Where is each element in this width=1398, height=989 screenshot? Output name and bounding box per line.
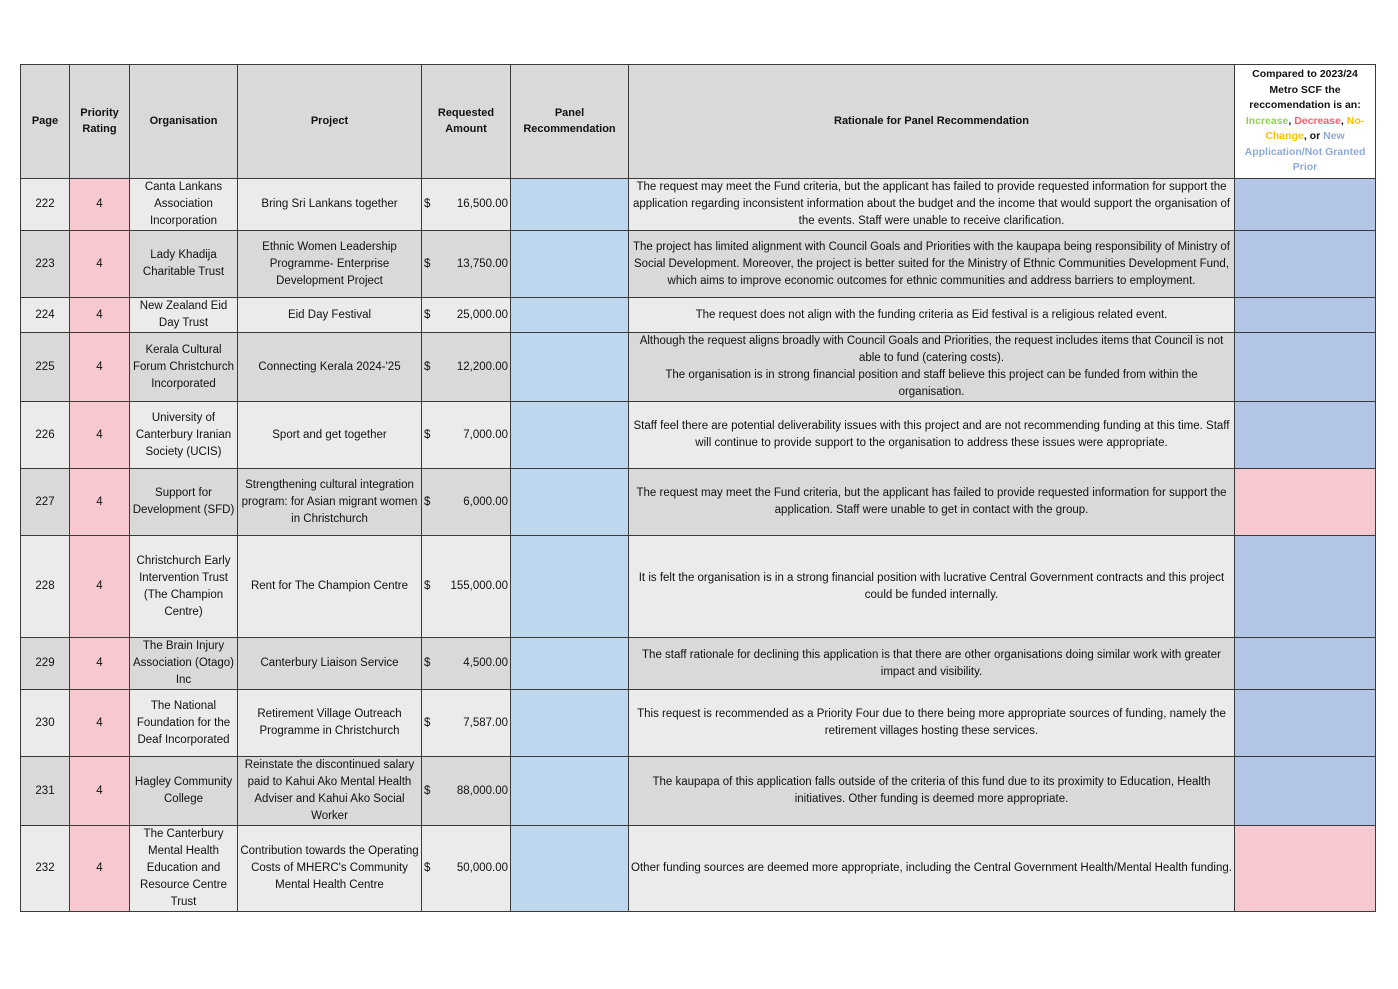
rationale-cell <box>629 826 1235 912</box>
page-cell: 229 <box>21 638 70 690</box>
amount-value: 7,000.00 <box>463 428 508 441</box>
comparison-status-cell <box>1235 179 1376 231</box>
amount-value: 7,587.00 <box>463 716 508 729</box>
panel-recommendation-cell <box>511 469 629 536</box>
priority-header: Priority Rating <box>70 65 130 179</box>
currency-symbol: $ <box>424 784 431 797</box>
project-cell: Bring Sri Lankans together <box>238 179 422 231</box>
amount-value: 155,000.00 <box>450 580 508 592</box>
page-cell: 230 <box>21 690 70 757</box>
table-row <box>21 298 1376 333</box>
currency-symbol: $ <box>424 862 431 874</box>
panel-recommendation-cell <box>511 402 629 469</box>
amount-value: 16,500.00 <box>456 198 508 210</box>
currency-symbol: $ <box>424 428 431 441</box>
rationale-text: Although the request aligns broadly with Council Goals and Priorities, the request includes items that Council is not able to fund (catering costs). <box>639 335 1224 364</box>
page-header: Page <box>21 65 70 179</box>
panel-recommendation-cell <box>511 536 629 638</box>
comparison-status-cell <box>1235 638 1376 690</box>
rationale-cell <box>629 231 1235 298</box>
amount-value: 12,200.00 <box>456 360 508 373</box>
project-cell: Contribution towards the Operating Costs of MHERC's Community Mental Health Centre <box>238 826 422 912</box>
table-row <box>21 469 1376 536</box>
requested-amount-cell <box>422 638 511 690</box>
panel-recommendation-cell <box>511 757 629 826</box>
priority-cell: 4 <box>70 638 130 690</box>
requested-amount-cell <box>422 826 511 912</box>
requested-amount-cell <box>422 333 511 402</box>
legend-separator: , <box>1288 114 1295 127</box>
priority-cell: 4 <box>70 333 130 402</box>
priority-cell: 4 <box>70 536 130 638</box>
rationale-text: The staff rationale for declining this application is that there are other organisations doing similar work with greater impact and visibility. <box>642 648 1221 678</box>
rationale-cell <box>629 402 1235 469</box>
organisation-cell: Hagley Community College <box>130 757 238 826</box>
legend-no-change: No-Change <box>1265 114 1365 143</box>
priority-cell: 4 <box>70 826 130 912</box>
legend-increase: Increase <box>1245 114 1289 127</box>
organisation-cell: The Brain Injury Association (Otago) Inc <box>130 638 238 690</box>
rationale-cell <box>629 298 1235 333</box>
rationale-text: The request may meet the Fund criteria, but the applicant has failed to provide requested information for support the application. Staff were unable to get in contact with the group. <box>636 487 1227 516</box>
organisation-cell: Support for Development (SFD) <box>130 469 238 536</box>
amount-value: 6,000.00 <box>463 495 508 508</box>
funding-recommendations-table <box>20 64 1376 912</box>
project-header: Project <box>238 65 422 179</box>
legend-decrease: Decrease <box>1294 114 1341 127</box>
currency-symbol: $ <box>424 257 431 270</box>
rationale-text: Staff feel there are potential deliverability issues with this project and are not recommending funding at this time. Staff will continue to provide support to the organisation to address these issues were appropriate. <box>633 420 1230 449</box>
project-cell: Eid Day Festival <box>238 298 422 333</box>
table-row <box>21 402 1376 469</box>
comparison-status-cell <box>1235 231 1376 298</box>
legend-new-application: New Application/Not Granted Prior <box>1244 130 1366 174</box>
requested-amount-cell <box>422 402 511 469</box>
priority-cell: 4 <box>70 469 130 536</box>
comparison-status-cell <box>1235 298 1376 333</box>
page-cell: 231 <box>21 757 70 826</box>
panel-recommendation-cell <box>511 231 629 298</box>
rationale-text: The request does not align with the funding criteria as Eid festival is a religious related event. <box>695 308 1168 321</box>
table-row <box>21 638 1376 690</box>
rationale-cell <box>629 333 1235 402</box>
requested-amount-cell <box>422 536 511 638</box>
rationale-header: Rationale for Panel Recommendation <box>629 65 1235 179</box>
rationale-text: The kaupapa of this application falls outside of the criteria of this fund due to its proximity to Education, Health initiatives. Other funding is deemed more appropriate. <box>652 776 1211 805</box>
panel-recommendation-cell <box>511 826 629 912</box>
table-row <box>21 690 1376 757</box>
priority-cell: 4 <box>70 757 130 826</box>
header-row <box>21 65 1376 179</box>
rationale-text: The organisation is in strong financial position and staff believe this project can be funded from within the organisation. <box>665 369 1198 398</box>
amount-value: 50,000.00 <box>456 862 508 874</box>
priority-cell: 4 <box>70 690 130 757</box>
comparison-status-cell <box>1235 402 1376 469</box>
comparison-status-cell <box>1235 536 1376 638</box>
panel-recommendation-cell <box>511 690 629 757</box>
project-cell: Rent for The Champion Centre <box>238 536 422 638</box>
legend-separator: , <box>1340 114 1347 127</box>
rationale-cell <box>629 757 1235 826</box>
priority-cell: 4 <box>70 231 130 298</box>
rationale-text: The project has limited alignment with Council Goals and Priorities with the kaupapa being responsibility of Ministry of Social Development. Moreover, the project is better suited for the Ministry of Ethnic Communities Development Fund, which aims to improve economic outcomes for ethnic communities and address barriers to employment. <box>632 240 1230 287</box>
project-cell: Ethnic Women Leadership Programme- Enterprise Development Project <box>238 231 422 298</box>
page-cell: 222 <box>21 179 70 231</box>
page-cell: 223 <box>21 231 70 298</box>
table-row <box>21 757 1376 826</box>
currency-symbol: $ <box>424 716 431 729</box>
amount-value: 13,750.00 <box>456 257 508 270</box>
comparison-status-cell <box>1235 690 1376 757</box>
organisation-header: Organisation <box>130 65 238 179</box>
page-cell: 227 <box>21 469 70 536</box>
amount-value: 4,500.00 <box>463 657 508 669</box>
table-row <box>21 179 1376 231</box>
project-cell: Sport and get together <box>238 402 422 469</box>
table-row <box>21 231 1376 298</box>
table-row <box>21 826 1376 912</box>
amount-value: 25,000.00 <box>456 308 508 321</box>
table-row <box>21 333 1376 402</box>
organisation-cell: The National Foundation for the Deaf Incorporated <box>130 690 238 757</box>
page-cell: 228 <box>21 536 70 638</box>
organisation-cell: The Canterbury Mental Health Education and Resource Centre Trust <box>130 826 238 912</box>
requested-amount-cell <box>422 298 511 333</box>
organisation-cell: Christchurch Early Intervention Trust (The Champion Centre) <box>130 536 238 638</box>
project-cell: Retirement Village Outreach Programme in Christchurch <box>238 690 422 757</box>
requested-amount-header: Requested Amount <box>422 65 511 179</box>
currency-symbol: $ <box>424 360 431 373</box>
panel-recommendation-header: Panel Recommendation <box>511 65 629 179</box>
rationale-text: The request may meet the Fund criteria, but the applicant has failed to provide requested information for support the application regarding inconsistent information about the budget and the income that would support the organisation of the events. Staff were unable to receive clarification. <box>632 181 1231 227</box>
organisation-cell: Lady Khadija Charitable Trust <box>130 231 238 298</box>
comparison-status-cell <box>1235 826 1376 912</box>
page-cell: 232 <box>21 826 70 912</box>
currency-symbol: $ <box>424 198 431 210</box>
project-cell: Canterbury Liaison Service <box>238 638 422 690</box>
organisation-cell: University of Canterbury Iranian Society (UCIS) <box>130 402 238 469</box>
rationale-cell <box>629 690 1235 757</box>
requested-amount-cell <box>422 179 511 231</box>
requested-amount-cell <box>422 231 511 298</box>
comparison-status-cell <box>1235 469 1376 536</box>
currency-symbol: $ <box>424 495 431 508</box>
rationale-text: This request is recommended as a Priority Four due to there being more appropriate sources of funding, namely the retirement villages hosting these services. <box>637 708 1226 737</box>
page-cell: 224 <box>21 298 70 333</box>
page-cell: 225 <box>21 333 70 402</box>
currency-symbol: $ <box>424 580 431 592</box>
panel-recommendation-cell <box>511 179 629 231</box>
comparison-status-cell <box>1235 757 1376 826</box>
rationale-cell <box>629 536 1235 638</box>
rationale-text: It is felt the organisation is in a strong financial position with lucrative Central Government contracts and this project could be funded internally. <box>638 571 1225 601</box>
comparison-status-cell <box>1235 333 1376 402</box>
legend-separator: , or <box>1303 130 1324 143</box>
organisation-cell: Canta Lankans Association Incorporation <box>130 179 238 231</box>
panel-recommendation-cell <box>511 298 629 333</box>
priority-cell: 4 <box>70 298 130 333</box>
organisation-cell: Kerala Cultural Forum Christchurch Incorporated <box>130 333 238 402</box>
requested-amount-cell <box>422 757 511 826</box>
rationale-cell <box>629 179 1235 231</box>
comparison-legend-header <box>1235 65 1376 179</box>
requested-amount-cell <box>422 690 511 757</box>
priority-cell: 4 <box>70 179 130 231</box>
rationale-text: Other funding sources are deemed more appropriate, including the Central Government Health/Mental Health funding. <box>631 862 1232 874</box>
panel-recommendation-cell <box>511 333 629 402</box>
currency-symbol: $ <box>424 657 431 669</box>
legend-intro: Compared to 2023/24 Metro SCF the reccomendation is an: <box>1249 68 1361 112</box>
panel-recommendation-cell <box>511 638 629 690</box>
rationale-cell <box>629 469 1235 536</box>
organisation-cell: New Zealand Eid Day Trust <box>130 298 238 333</box>
amount-value: 88,000.00 <box>456 784 508 797</box>
requested-amount-cell <box>422 469 511 536</box>
table-row <box>21 536 1376 638</box>
currency-symbol: $ <box>424 308 431 321</box>
project-cell: Reinstate the discontinued salary paid to Kahui Ako Mental Health Adviser and Kahui Ako Social Worker <box>238 757 422 826</box>
project-cell: Strengthening cultural integration program: for Asian migrant women in Christchurch <box>238 469 422 536</box>
project-cell: Connecting Kerala 2024-'25 <box>238 333 422 402</box>
rationale-cell <box>629 638 1235 690</box>
priority-cell: 4 <box>70 402 130 469</box>
page-cell: 226 <box>21 402 70 469</box>
